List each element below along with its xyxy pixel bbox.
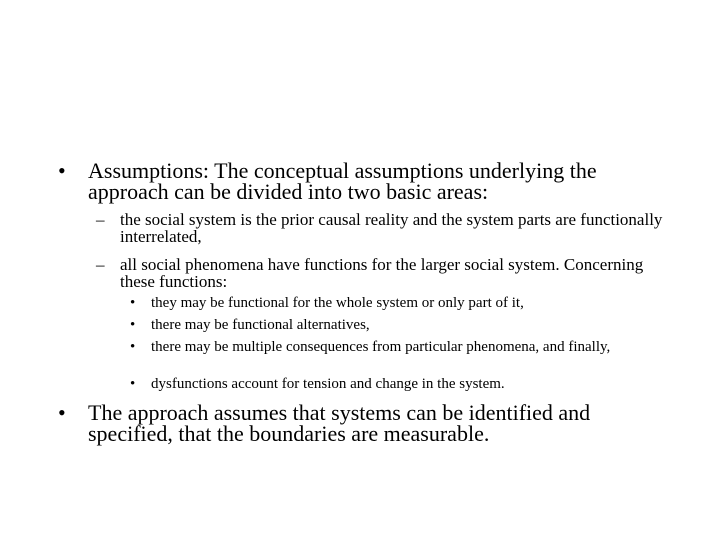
sub-sub-bullet-dysfunctions (129, 377, 669, 392)
bullet-text-assumptions: Assumptions: The conceptual assumptions underlying the approach can be divided into two basic areas: (88, 158, 597, 204)
dash-marker: – (96, 210, 105, 229)
sub-sub-bullet-functional-whole (129, 296, 669, 311)
sub-bullet-text-social-system: the social system is the prior causal reality and the system parts are functionally interrelated, (120, 210, 663, 246)
bullet-marker: • (58, 158, 66, 183)
bullet-marker: • (130, 376, 136, 392)
bullet-text-approach: The approach assumes that systems can be identified and specified, that the boundaries are measurable. (88, 400, 591, 446)
sub-sub-bullet-text-functional-whole: they may be functional for the whole system or only part of it, (151, 295, 524, 311)
bullet-marker: • (58, 400, 66, 425)
bullet-assumptions (58, 160, 668, 202)
bullet-marker: • (130, 339, 136, 355)
sub-bullet-phenomena (96, 256, 666, 290)
bullet-approach (58, 402, 668, 444)
sub-bullet-text-phenomena: all social phenomena have functions for the larger social system. Concerning these functions: (120, 255, 644, 291)
sub-sub-bullet-alternatives (129, 318, 669, 333)
sub-sub-bullet-text-alternatives: there may be functional alternatives, (151, 317, 370, 333)
sub-sub-bullet-text-dysfunctions: dysfunctions account for tension and change in the system. (151, 376, 505, 392)
bullet-marker: • (130, 295, 136, 311)
sub-bullet-social-system (96, 211, 666, 245)
dash-marker: – (96, 255, 105, 274)
sub-sub-bullet-text-consequences: there may be multiple consequences from particular phenomena, and finally, (151, 339, 611, 355)
sub-sub-bullet-consequences (129, 340, 669, 355)
bullet-marker: • (130, 317, 136, 333)
